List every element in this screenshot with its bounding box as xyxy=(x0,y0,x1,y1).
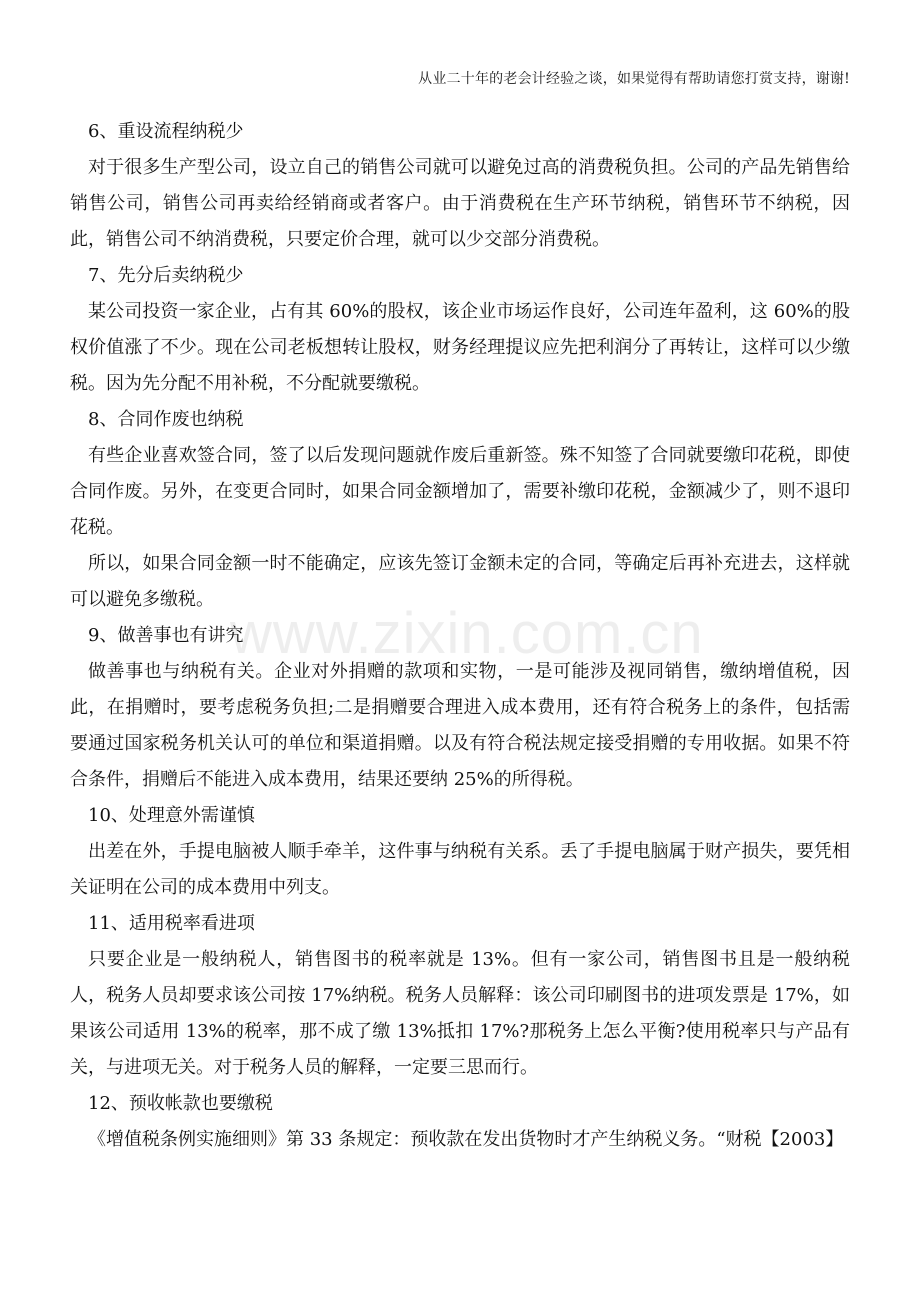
section-heading: 8、合同作废也纳税 xyxy=(88,409,244,430)
paragraph: 出差在外，手提电脑被人顺手牵羊，这件事与纳税有关系。丢了手提电脑属于财产损失，要凭相关证明在公司的成本费用中列支。 xyxy=(70,841,850,898)
paragraph: 只要企业是一般纳税人，销售图书的税率就是 13%。但有一家公司，销售图书且是一般纳税人，税务人员却要求该公司按 17%纳税。税务人员解释：该公司印刷图书的进项发票是 17%，如果该公司适用 13%的税率，那不成了缴 13%抵扣 17%?那税务上怎么平衡?使用税率只与产品有关，与进项无关。对于税务人员的解释，一定要三思而行。 xyxy=(70,949,850,1078)
paragraph: 对于很多生产型公司，设立自己的销售公司就可以避免过高的消费税负担。公司的产品先销售给销售公司，销售公司再卖给经销商或者客户。由于消费税在生产环节纳税，销售环节不纳税，因此，销售公司不纳消费税，只要定价合理，就可以少交部分消费税。 xyxy=(70,157,850,250)
paragraph: 做善事也与纳税有关。企业对外捐赠的款项和实物，一是可能涉及视同销售，缴纳增值税，因此，在捐赠时，要考虑税务负担;二是捐赠要合理进入成本费用，还有符合税务上的条件，包括需要通过国家税务机关认可的单位和渠道捐赠。以及有符合税法规定接受捐赠的专用收据。如果不符合条件，捐赠后不能进入成本费用，结果还要纳 25%的所得税。 xyxy=(70,661,850,790)
section-heading: 10、处理意外需谨慎 xyxy=(88,805,255,826)
watermark: www.zixin.com.cn xyxy=(230,601,704,666)
section-heading: 7、先分后卖纳税少 xyxy=(88,265,244,286)
section-heading: 6、重设流程纳税少 xyxy=(88,121,244,142)
paragraph: 《增值税条例实施细则》第 33 条规定：预收款在发出货物时才产生纳税义务。“财税【2003】 xyxy=(88,1129,844,1150)
document-body xyxy=(70,114,850,1158)
paragraph: 某公司投资一家企业，占有其 60%的股权，该企业市场运作良好，公司连年盈利，这 60%的股权价值涨了不少。现在公司老板想转让股权，财务经理提议应先把利润分了再转让，这样可以少缴税。因为先分配不用补税，不分配就要缴税。 xyxy=(70,301,850,394)
header-note: 从业二十年的老会计经验之谈，如果觉得有帮助请您打赏支持，谢谢! xyxy=(418,71,850,87)
section-heading: 12、预收帐款也要缴税 xyxy=(88,1093,273,1114)
section-heading: 11、适用税率看进项 xyxy=(88,913,255,934)
section-heading: 9、做善事也有讲究 xyxy=(88,625,244,646)
paragraph: 所以，如果合同金额一时不能确定，应该先签订金额未定的合同，等确定后再补充进去，这样就可以避免多缴税。 xyxy=(70,553,850,610)
paragraph: 有些企业喜欢签合同，签了以后发现问题就作废后重新签。殊不知签了合同就要缴印花税，即使合同作废。另外，在变更合同时，如果合同金额增加了，需要补缴印花税，金额减少了，则不退印花税。 xyxy=(70,445,850,538)
